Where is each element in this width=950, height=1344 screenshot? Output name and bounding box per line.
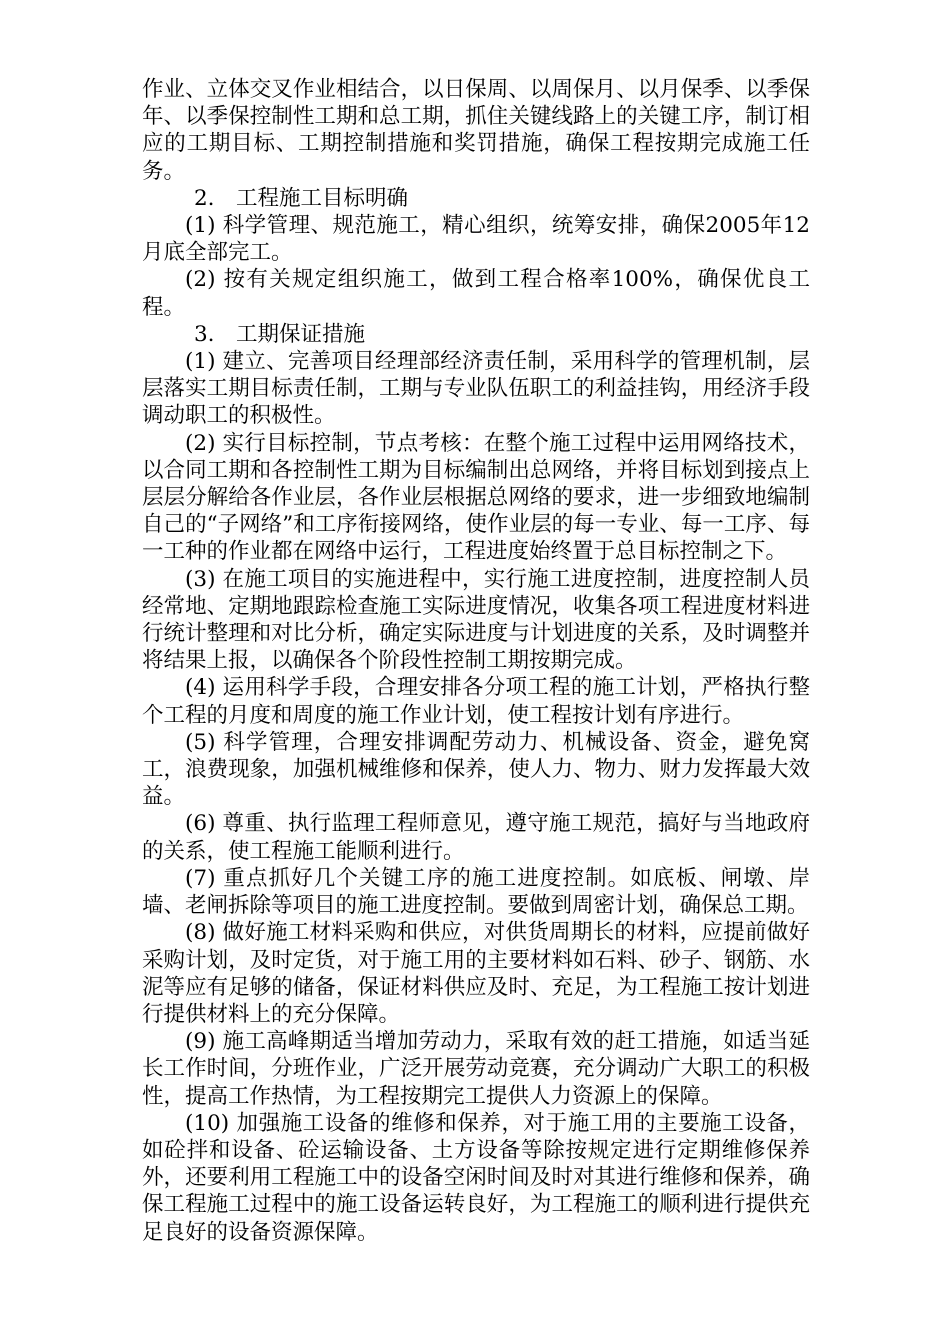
paragraph-item: (5) 科学管理，合理安排调配劳动力、机械设备、资金，避免窝工，浪费现象，加强机械维修和保养，使人力、物力、财力发挥最大效益。: [142, 729, 810, 810]
paragraph-item: (2) 按有关规定组织施工，做到工程合格率100%，确保优良工程。: [142, 267, 810, 320]
document-page: [142, 76, 810, 1246]
paragraph-item: (8) 做好施工材料采购和供应，对供货周期长的材料，应提前做好采购计划，及时定货，对于施工用的主要材料如石料、砂子、钢筋、水泥等应有足够的储备，保证材料供应及时、充足，为工程施工按计划进行提供材料上的充分保障。: [142, 920, 810, 1027]
paragraph-continuation: 作业、立体交叉作业相结合，以日保周、以周保月、以月保季、以季保年、以季保控制性工期和总工期，抓住关键线路上的关键工序，制订相应的工期目标、工期控制措施和奖罚措施，确保工程按期完成施工任务。: [142, 77, 810, 184]
paragraph-item: (9) 施工高峰期适当增加劳动力，采取有效的赶工措施，如适当延长工作时间，分班作业，广泛开展劳动竞赛，充分调动广大职工的积极性，提高工作热情，为工程按期完工提供人力资源上的保障。: [142, 1029, 810, 1109]
paragraph-item: (4) 运用科学手段，合理安排各分项工程的施工计划，严格执行整个工程的月度和周度的施工作业计划，使工程按计划有序进行。: [142, 675, 810, 728]
paragraph-item: (1) 建立、完善项目经理部经济责任制，采用科学的管理机制，层层落实工期目标责任制，工期与专业队伍职工的利益挂钩，用经济手段调动职工的积极性。: [142, 349, 810, 429]
paragraph-item: (3) 在施工项目的实施进程中，实行施工进度控制，进度控制人员经常地、定期地跟踪检查施工实际进度情况，收集各项工程进度材料进行统计整理和对比分析，确定实际进度与计划进度的关系，及时调整并将结果上报，以确保各个阶段性控制工期按期完成。: [142, 566, 810, 674]
paragraph-item: (10) 加强施工设备的维修和保养，对于施工用的主要施工设备，如砼拌和设备、砼运输设备、土方设备等除按规定进行定期维修保养外，还要利用工程施工中的设备空闲时间及时对其进行维修和保养，确保工程施工过程中的施工设备运转良好，为工程施工的顺利进行提供充足良好的设备资源保障。: [142, 1110, 810, 1245]
paragraph-item: (1) 科学管理、规范施工，精心组织，统筹安排，确保2005年12月底全部完工。: [142, 213, 810, 266]
section-heading-3: 3. 工期保证措施: [194, 321, 366, 347]
paragraph-item: (2) 实行目标控制，节点考核：在整个施工过程中运用网络技术，以合同工期和各控制性工期为目标编制出总网络，并将目标划到接点上层层分解给各作业层，各作业层根据总网络的要求，进一步细致地编制自己的“子网络”和工序衔接网络，使作业层的每一专业、每一工序、每一工种的作业都在网络中运行，工程进度始终置于总目标控制之下。: [142, 430, 810, 565]
paragraph-item: (6) 尊重、执行监理工程师意见，遵守施工规范，搞好与当地政府的关系，使工程施工能顺利进行。: [142, 811, 810, 864]
paragraph-item: (7) 重点抓好几个关键工序的施工进度控制。如底板、闸墩、岸墙、老闸拆除等项目的施工进度控制。要做到周密计划，确保总工期。: [142, 865, 810, 919]
section-heading-2: 2. 工程施工目标明确: [194, 185, 409, 211]
